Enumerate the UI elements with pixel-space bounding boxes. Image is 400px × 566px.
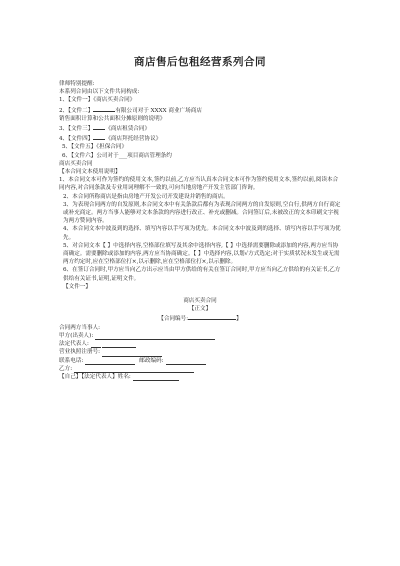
paragraph: 1、本合同文本可作为签约的使用文本,签约以前,乙方应当认真本合同文本可作为签约使用文本,签约以前,阅读本合同内容,对合同条款及专业用词理解不一致的,可向当地房地产开发主管部门咨询。 [59,177,339,192]
file-item: 3、【文件三】 《商店租赁合同》 [59,123,341,133]
usage-heading: 【本合同文本使用说明】 [59,169,121,176]
file-item: 5、【文件五】《担保合同》 [62,144,128,151]
file-item: 1、【文件一】《商店买卖合同》 [59,97,136,104]
paragraph: 2、本合同所称商店是指由房地产开发公司开发建设并销售的商店。 [63,193,229,200]
buyer-field: 乙方: [59,365,341,373]
annex-label: 【文件一】 [63,283,91,290]
paragraph: 6、在签订合同时,甲方应当向乙方出示应当由甲方供给的有关在签订合同时,甲方应当向乙方供给的有关证书,乙方供给有关证书,证明,证明文件。 [63,267,341,282]
paragraph: 3、为表现合同两方的自发原则,本合同文本中有关条款后都有为表现合同两方的自发原则,空白行,供两方自行商定或补充商定。两方当事人能够对文本条款的内容进行改正、补充或删减。合同签订后,未被改正的文本印刷文字视为两方赞同内容。 [63,201,341,225]
file-item: 4、【文件四】 《商店拜托经营协议》 [59,133,341,143]
legal-rep-field: 法定代表人: [59,340,341,348]
document-title: 商店售后包租经营系列合同 [134,56,266,68]
parties-label: 合同两方当事人: [59,324,101,331]
paragraph: 5、对合同文本【 】中选择内容,空格部位填写及其余中选择内容,【 】中选择需要删除或添加的内容,两方应当协商确定。需要删除或添加的内容,两方应当协商确定。【 】中选择内容,以划√方式选定;对于实质状况未发生或无需两方约定时,应在空格部位打×,以示删除,应在空格部位打×,以示删除。 [63,242,340,266]
shop-contract-heading: 商店买卖合同 [59,160,93,167]
composition-note: 本系列合同由以下文件共同构成: [59,89,140,96]
annex-title: 商店买卖合同 [183,298,217,305]
file-item: 2、【文件二】 有限公司对于 XXXX 商业广场商店 [59,105,341,115]
file-item: 销售面积计算和公共面积分摊原则的说明》 [59,115,166,122]
lawyer-note: 律师特别提醒: [59,81,95,87]
contract-number: 【合同编号: 】 [59,313,341,323]
document-body [59,80,341,381]
seller-field: 甲方(出卖人): [59,332,341,340]
contact-row: 联系电话: 邮政编码: [59,357,341,365]
self-rep-field: 【自己】【法定代表人】姓名: [59,373,341,381]
file-item: 6、【文件六】公司对于___项目商店管理条约 [62,152,172,159]
annex-sub: 【正文】 [188,306,212,313]
license-field: 营业执照注册号: [59,348,341,356]
paragraph: 4、本合同文本中波及到的选择、填写内容以手写项为优先。本合同文本中波及到的选择、填写内容以手写项为优先。 [63,226,341,241]
